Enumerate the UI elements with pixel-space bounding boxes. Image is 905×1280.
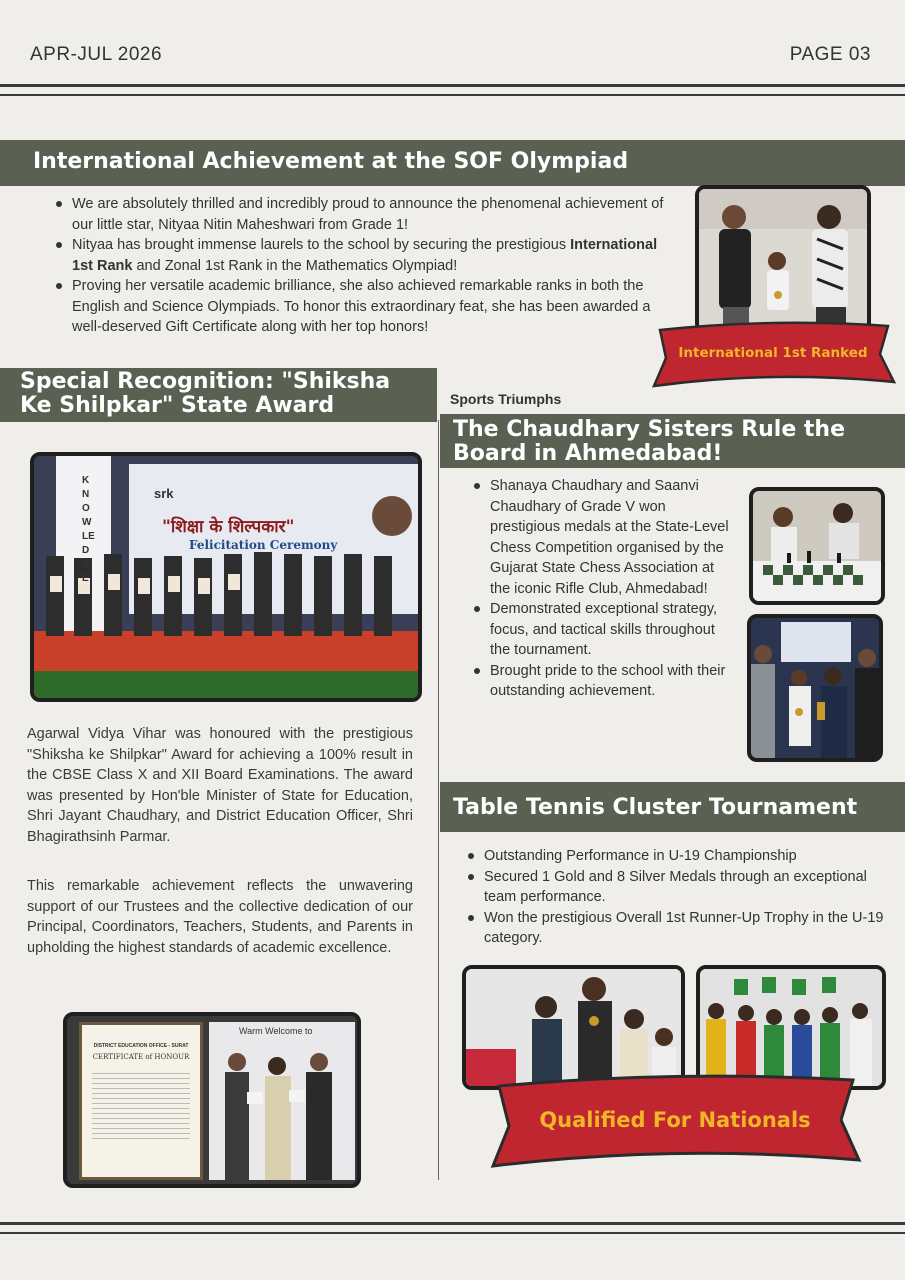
list-item: [52, 235, 682, 276]
sof-bullet-text: We are absolutely thrilled and incredibly proud to announce the phenomenal achievement of our little star, Nityaa Nitin Maheshwari from Grade 1!: [72, 196, 664, 233]
list-item: Outstanding Performance in U-19 Championship: [464, 846, 889, 867]
sof-ribbon: [648, 318, 898, 393]
sof-bullets: [52, 194, 682, 338]
welcome-illustration: [209, 1022, 355, 1180]
header-rule-bottom: [0, 94, 905, 96]
list-item: Secured 1 Gold and 8 Silver Medals through an exceptional team performance.: [464, 867, 889, 908]
footer-rule-bottom: [0, 1232, 905, 1234]
chess-title-band: [440, 414, 905, 468]
welcome-photo: [209, 1022, 355, 1180]
issue-date: APR-JUL 2026: [30, 44, 163, 65]
chess-game-photo: [749, 487, 885, 605]
shiksha-title: Special Recognition: "Shiksha Ke Shilpkar" State Award: [20, 369, 391, 418]
list-item: [52, 276, 682, 338]
chess-medal-photo: [747, 614, 883, 762]
felicitation-photo: [30, 452, 422, 702]
sof-title-band: [0, 140, 905, 186]
certificate-photo: [63, 1012, 361, 1188]
chess-game-illustration: [753, 491, 881, 601]
list-item: Shanaya Chaudhary and Saanvi Chaudhary of Grade V won prestigious medals at the State-Level Chess Competition organised by the Gujarat State Chess Association at the iconic Rifle Club, Ahmedabad!: [470, 476, 732, 599]
certificate-frame: [79, 1022, 203, 1180]
sof-ribbon-label: International 1st Ranked: [678, 345, 868, 361]
chess-bullets: [470, 476, 732, 702]
sof-award-photo: [695, 185, 871, 333]
sof-photo-illustration: [699, 189, 867, 329]
sports-section-label: Sports Triumphs: [450, 391, 562, 407]
list-item: Won the prestigious Overall 1st Runner-Up Trophy in the U-19 category.: [464, 908, 889, 949]
srk-logo: srk: [154, 486, 174, 501]
tt-title-band: [440, 782, 905, 832]
sof-bullet-text: and Zonal 1st Rank in the Mathematics Olympiad!: [132, 257, 458, 274]
column-divider: [438, 420, 439, 1180]
banner-side-text: KNOWLEDGE: [82, 475, 95, 584]
page-number: PAGE 03: [789, 44, 871, 65]
sof-rank-highlight: International 1st Rank: [72, 237, 658, 274]
nationals-ribbon: [485, 1068, 865, 1174]
sof-title: International Achievement at the SOF Olympiad: [33, 149, 629, 174]
chess-medal-illustration: [751, 618, 879, 758]
footer-rule-top: [0, 1222, 905, 1225]
shiksha-paragraph-2: This remarkable achievement reflects the unwavering support of our Trustees and the collective dedication of our Principal, Coordinators, Teachers, Students, and Parents in upholding the highest standards of academic excellence.: [27, 878, 413, 956]
chess-title: The Chaudhary Sisters Rule the Board in Ahmedabad!: [453, 417, 846, 466]
certificate-title: CERTIFICATE of HONOUR: [92, 1053, 190, 1061]
certificate-body-lines: [92, 1069, 190, 1139]
banner-hindi-title: "शिक्षा के शिल्पकार": [162, 517, 295, 537]
list-item: [52, 194, 682, 235]
shiksha-title-band: [0, 368, 437, 422]
tt-title: Table Tennis Cluster Tournament: [453, 795, 858, 820]
shiksha-paragraph-1: Agarwal Vidya Vihar was honoured with the prestigious "Shiksha ke Shilpkar" Award for achieving a 100% result in the CBSE Class X and XII Board Examinations. The award was presented by Hon'ble Minister of State for Education, Shri Jayant Chaudhary, and District Education Officer, Shri Bhagirathsinh Parmar.: [27, 726, 413, 845]
list-item: Demonstrated exceptional strategy, focus, and tactical skills throughout the tournament.: [470, 599, 732, 661]
sof-bullet-text: Proving her versatile academic brilliance, she also achieved remarkable ranks in both the English and Science Olympiads. To honor this extraordinary feat, she has been awarded a well-deserved Gift Certificate along with her top honors!: [72, 278, 651, 335]
header-rule-top: [0, 84, 905, 87]
banner-english-title: Felicitation Ceremony: [189, 538, 338, 552]
welcome-text: Warm Welcome to: [239, 1026, 313, 1036]
sof-bullet-text: Nityaa has brought immense laurels to the school by securing the prestigious: [72, 237, 571, 253]
certificate-office: DISTRICT EDUCATION OFFICE - SURAT: [93, 1043, 189, 1049]
nationals-ribbon-label: Qualified For Nationals: [539, 1108, 811, 1132]
list-item: Brought pride to the school with their outstanding achievement.: [470, 661, 732, 702]
tt-bullets: [464, 846, 889, 949]
